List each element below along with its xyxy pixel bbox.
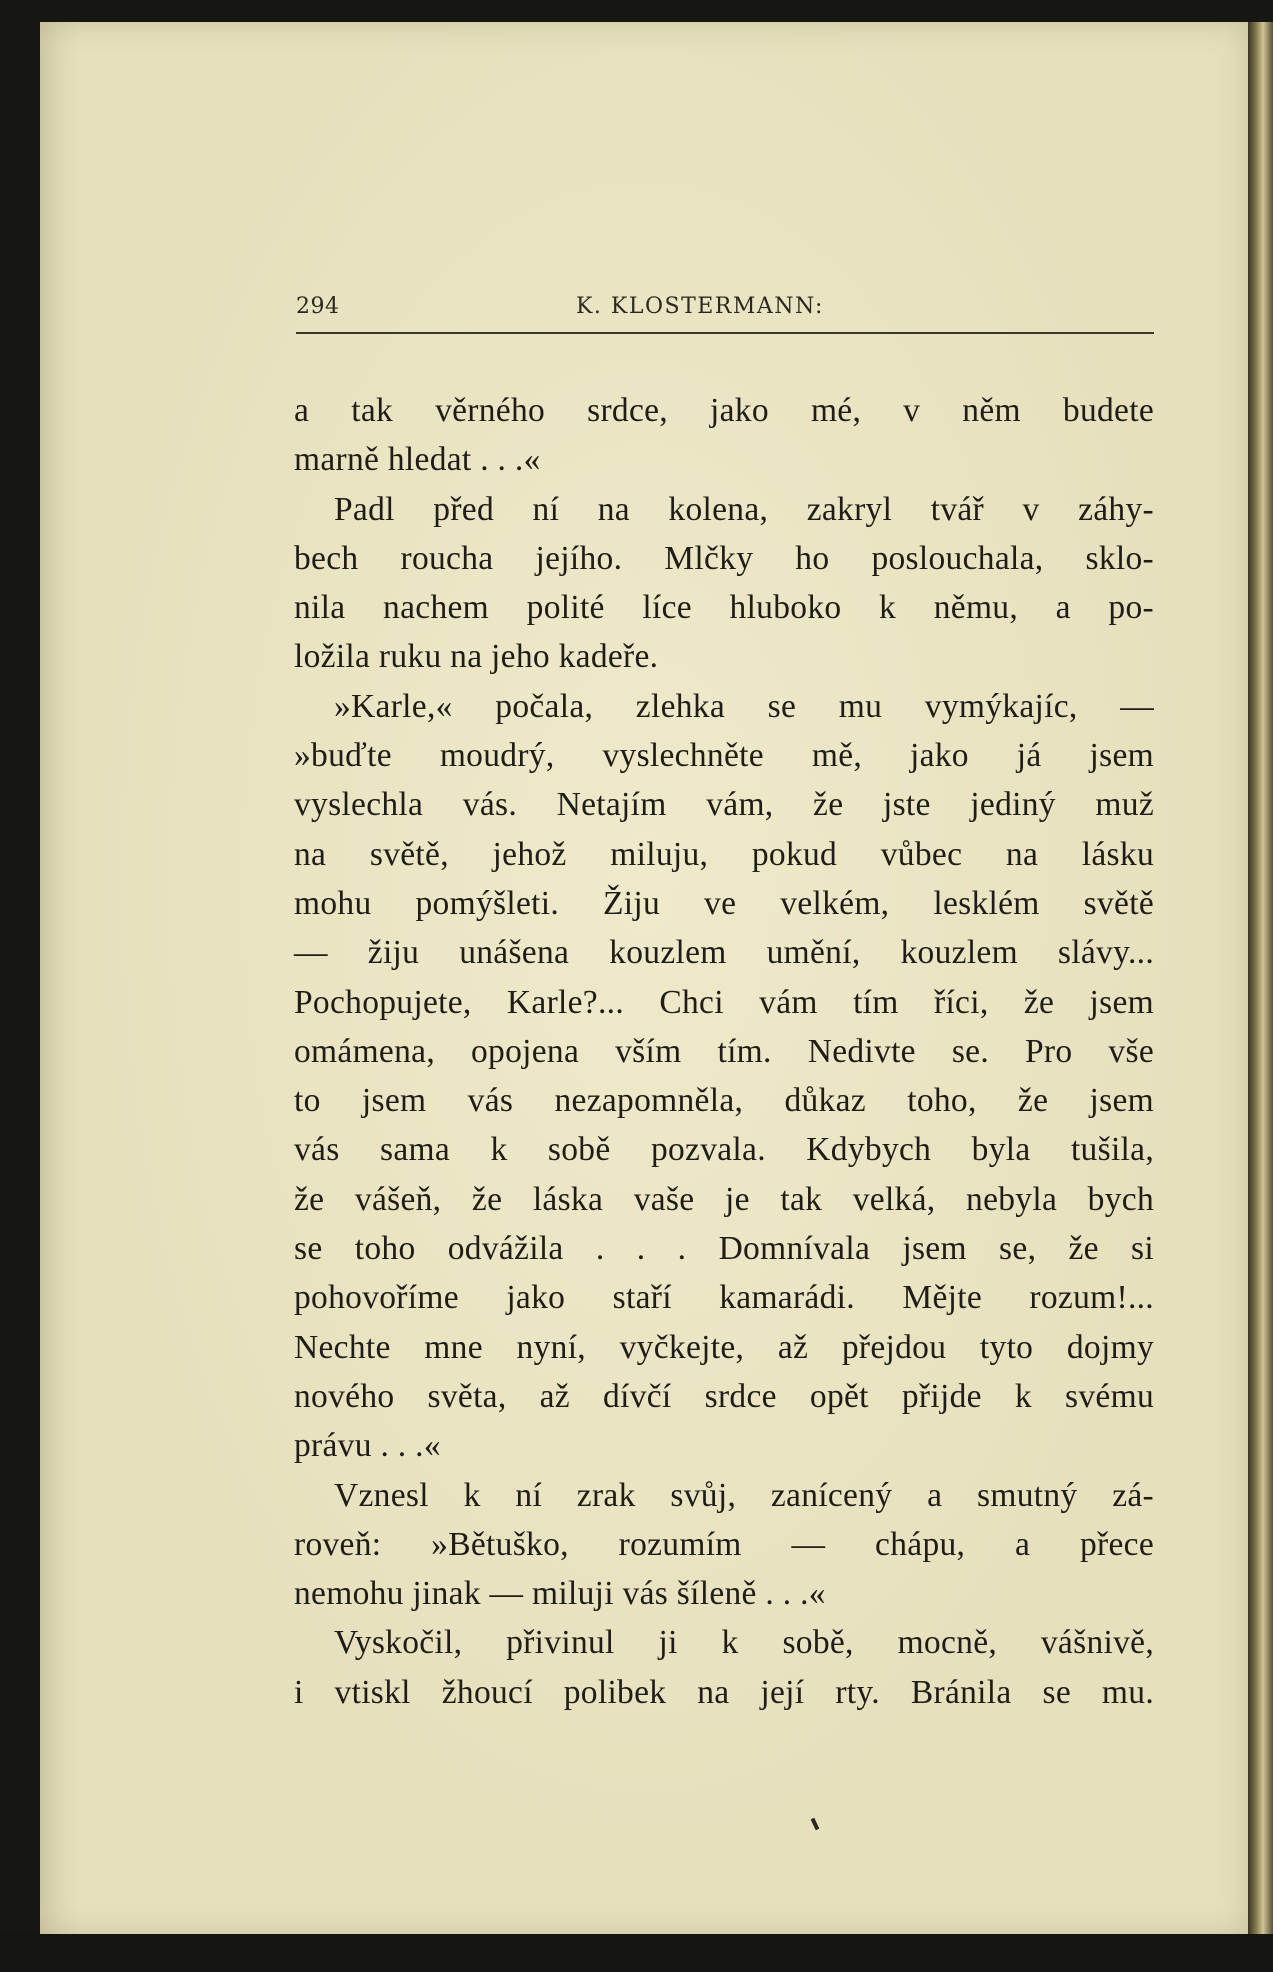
text-line: Pochopujete, Karle?... Chci vám tím říci, že jsem [294, 983, 1154, 1021]
text-line: na světě, jehož miluju, pokud vůbec na lásku [294, 835, 1154, 873]
text-line: vás sama k sobě pozvala. Kdybych byla tušila, [294, 1131, 1154, 1169]
text-line: »Karle,« počala, zlehka se mu vymýkajíc, — [334, 687, 1154, 725]
text-line: vyslechla vás. Netajím vám, že jste jediný muž [294, 786, 1154, 824]
text-line: roveň: »Bětuško, rozumím — chápu, a přece [294, 1525, 1154, 1563]
running-header [296, 290, 1154, 334]
text-line: nila nachem polité líce hluboko k němu, a po- [294, 589, 1154, 627]
text-line: »buďte moudrý, vyslechněte mě, jako já jsem [294, 737, 1154, 775]
text-line: marně hledat . . .« [294, 441, 541, 479]
running-title: K. KLOSTERMANN: [576, 294, 824, 319]
text-line: se toho odvážila . . . Domnívala jsem se, že si [294, 1230, 1154, 1268]
text-line: nemohu jinak — miluji vás šíleně . . .« [294, 1575, 826, 1613]
header-rule [296, 332, 1154, 334]
text-line: Padl před ní na kolena, zakryl tvář v záhy- [334, 490, 1154, 528]
text-line: že vášeň, že láska vaše je tak velká, nebyla bych [294, 1180, 1154, 1218]
text-line: to jsem vás nezapomněla, důkaz toho, že jsem [294, 1082, 1154, 1120]
text-line: bech roucha jejího. Mlčky ho poslouchala, sklo- [294, 539, 1154, 577]
text-line: Vyskočil, přivinul ji k sobě, mocně, vášnivě, [334, 1624, 1154, 1662]
text-line: omámena, opojena vším tím. Nedivte se. Pro vše [294, 1032, 1154, 1070]
text-line: právu . . .« [294, 1427, 441, 1465]
body-text [294, 386, 1154, 1717]
text-line: a tak věrného srdce, jako mé, v něm budete [294, 392, 1154, 429]
text-line: Nechte mne nyní, vyčkejte, až přejdou tyto dojmy [294, 1328, 1154, 1366]
text-line: ložila ruku na jeho kadeře. [294, 638, 659, 676]
scan-border-bottom [0, 1934, 1273, 1972]
text-line: mohu pomýšleti. Žiju ve velkém, lesklém světě [294, 884, 1154, 922]
text-line: i vtiskl žhoucí polibek na její rty. Bránila se mu. [294, 1673, 1154, 1711]
book-spine-edge [1248, 22, 1273, 1934]
text-line: pohovoříme jako staří kamarádi. Mějte rozum!... [294, 1279, 1154, 1317]
text-line: nového světa, až dívčí srdce opět přijde k svému [294, 1377, 1154, 1415]
page-number: 294 [296, 294, 340, 319]
text-line: Vznesl k ní zrak svůj, zanícený a smutný zá- [334, 1476, 1154, 1514]
text-line: — žiju unášena kouzlem umění, kouzlem slávy... [294, 934, 1154, 972]
